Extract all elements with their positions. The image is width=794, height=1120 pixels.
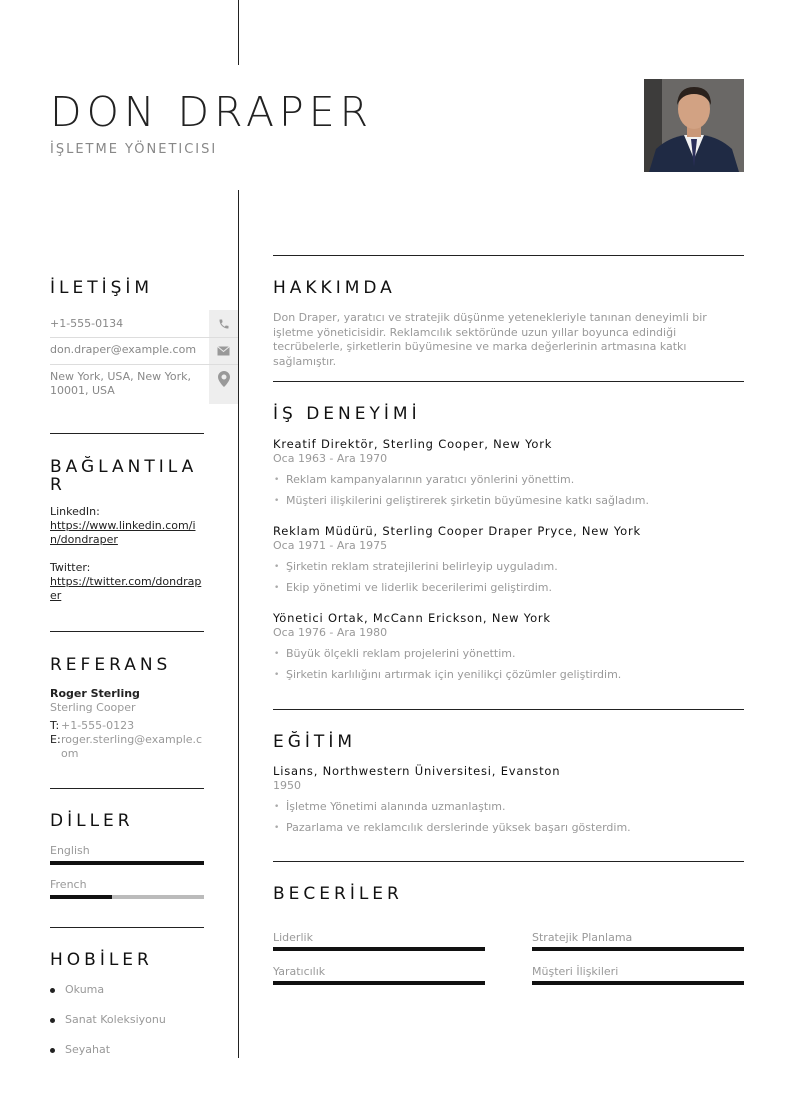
job-bullet: • Ekip yönetimi ve liderlik becerilerimi geliştirdim. [273, 581, 744, 595]
education-title: Lisans, Northwestern Üniversitesi, Evanston [273, 764, 561, 778]
references-section-title: REFERANS [50, 655, 172, 675]
reference-email-label: E: [50, 733, 61, 746]
skill-name: Liderlik [273, 931, 313, 944]
contact-phone[interactable]: +1-555-0134 [50, 317, 124, 330]
reference-phone-row [50, 719, 204, 733]
skill-item [532, 965, 744, 985]
language-item [50, 844, 204, 865]
divider [50, 631, 204, 632]
job-title: Reklam Müdürü, Sterling Cooper Draper Pryce, New York [273, 524, 641, 538]
divider [50, 927, 204, 928]
language-level-bar [50, 861, 204, 865]
job-bullet: • Reklam kampanyalarının yaratıcı yönlerini yönettim. [273, 473, 744, 487]
job-dates: Oca 1971 - Ara 1975 [273, 539, 388, 552]
reference-company: Sterling Cooper [50, 701, 136, 714]
column-divider-line [238, 190, 239, 1058]
reference-phone-label: T: [50, 719, 60, 732]
reference-email[interactable]: roger.sterling@example.com [61, 733, 203, 760]
twitter-label: Twitter: [50, 561, 91, 574]
divider [50, 433, 204, 434]
skill-name: Yaratıcılık [273, 965, 326, 978]
candidate-title: İŞLETME YÖNETICISI [50, 142, 218, 157]
contact-section-title: İLETİŞİM [50, 278, 154, 298]
reference-phone[interactable]: +1-555-0123 [61, 719, 135, 732]
contact-address-row [50, 365, 238, 404]
job-title: Kreatif Direktör, Sterling Cooper, New York [273, 437, 553, 451]
hobby-item: Seyahat [50, 1043, 110, 1056]
education-item [273, 764, 744, 835]
candidate-name: DON DRAPER [50, 88, 374, 136]
contact-phone-row [50, 310, 238, 338]
education-bullet: • Pazarlama ve reklamcılık derslerinde yüksek başarı gösterdim. [273, 821, 744, 835]
contact-email-row [50, 338, 238, 365]
skills-section-title: BECERİLER [273, 884, 403, 904]
skill-item [273, 931, 485, 951]
links-list [50, 505, 204, 603]
experience-section-title: İŞ DENEYİMİ [273, 404, 421, 424]
hobbies-section-title: HOBİLER [50, 950, 153, 970]
linkedin-link[interactable]: https://www.linkedin.com/in/dondraper [50, 519, 196, 546]
profile-photo [644, 79, 744, 172]
hobby-item: Okuma [50, 983, 104, 996]
contact-address: New York, USA, New York, 10001, USA [50, 370, 191, 397]
job-bullet: • Şirketin reklam stratejilerini belirleyip uyguladım. [273, 560, 744, 574]
job-dates: Oca 1963 - Ara 1970 [273, 452, 388, 465]
skill-item [532, 931, 744, 951]
experience-item [273, 524, 744, 595]
hobby-item: Sanat Koleksiyonu [50, 1013, 166, 1026]
skill-level-bar [273, 981, 485, 985]
contact-email[interactable]: don.draper@example.com [50, 343, 197, 356]
education-bullet: • İşletme Yönetimi alanında uzmanlaştım. [273, 800, 744, 814]
skill-level-bar [532, 981, 744, 985]
language-name: French [50, 878, 87, 891]
skill-name: Stratejik Planlama [532, 931, 633, 944]
job-bullet: • Müşteri ilişkilerini geliştirerek şirketin büyümesine katkı sağladım. [273, 494, 744, 508]
skill-level-bar [273, 947, 485, 951]
education-section-title: EĞİTİM [273, 732, 356, 752]
job-dates: Oca 1976 - Ara 1980 [273, 626, 388, 639]
divider [273, 861, 744, 862]
email-icon [209, 338, 238, 364]
reference-name: Roger Sterling [50, 687, 140, 700]
divider [273, 381, 744, 382]
language-item [50, 878, 204, 899]
divider [50, 788, 204, 789]
education-year: 1950 [273, 779, 301, 792]
location-pin-icon [209, 365, 238, 404]
linkedin-label: LinkedIn: [50, 505, 100, 518]
skill-level-bar [532, 947, 744, 951]
skill-item [273, 965, 485, 985]
language-name: English [50, 844, 90, 857]
job-title: Yönetici Ortak, McCann Erickson, New York [273, 611, 551, 625]
job-bullet: • Büyük ölçekli reklam projelerini yönettim. [273, 647, 744, 661]
experience-item [273, 437, 744, 508]
job-bullet: • Şirketin karlılığını artırmak için yenilikçi çözümler geliştirdim. [273, 668, 744, 682]
language-level-bar [50, 895, 204, 899]
twitter-link[interactable]: https://twitter.com/dondraper [50, 575, 202, 602]
top-divider-line [238, 0, 239, 65]
about-text: Don Draper, yaratıcı ve stratejik düşünme yetenekleriyle tanınan deneyimli bir işletme yöneticisidir. Reklamcılık sektöründe uzun yıllar boyunca edindiği tecrübelerle, şirketlerin büyümesine ve marka değerlerinin artmasına katkı sağlamıştır. [273, 311, 707, 368]
skill-name: Müşteri İlişkileri [532, 965, 619, 978]
divider [273, 255, 744, 256]
divider [273, 709, 744, 710]
reference-email-row [50, 733, 204, 761]
links-section-title: BAĞLANTILAR [50, 457, 198, 495]
languages-section-title: DİLLER [50, 811, 134, 831]
phone-icon [209, 310, 238, 337]
experience-item [273, 611, 744, 682]
reference-entry [50, 687, 204, 761]
about-section-title: HAKKIMDA [273, 278, 396, 298]
